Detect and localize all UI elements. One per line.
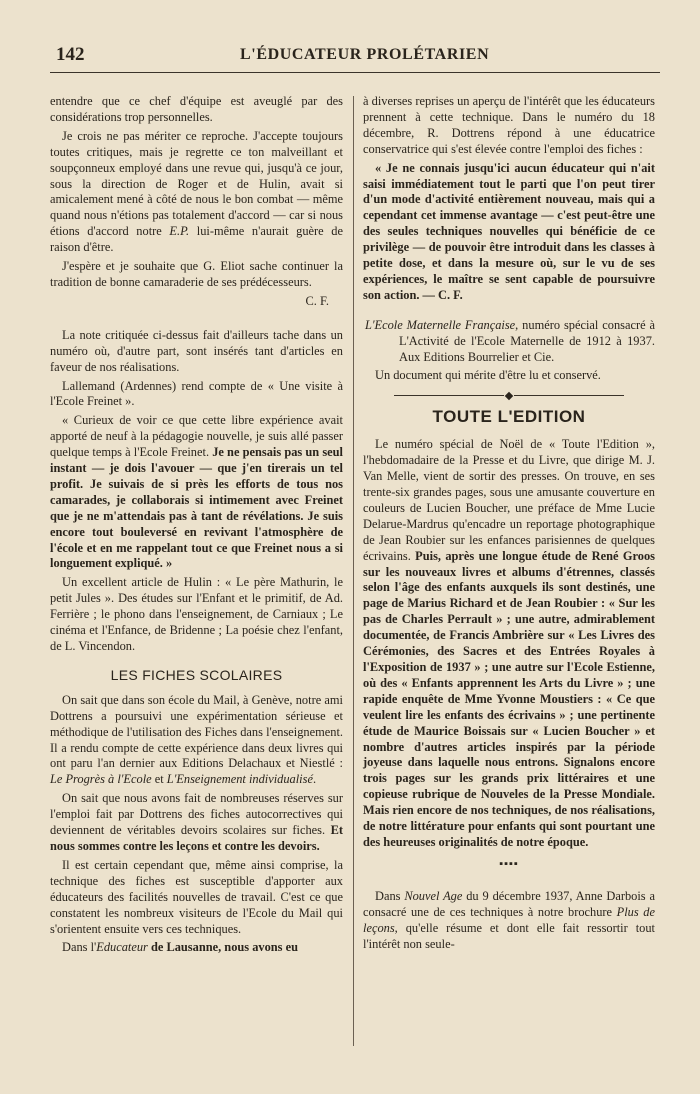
paragraph: Un document qui mérite d'être lu et conservé. [375, 367, 601, 382]
paragraph: Lallemand (Ardennes) rend compte de « Une visite à l'Ecole Freinet ». [50, 378, 343, 409]
left-column [50, 94, 343, 959]
paragraph: Il est certain cependant que, même ainsi comprise, la technique des fiches est susceptible d'apporter aux éducateurs des facilités nouvelles de travail. C'est ce que constatent les nombreux visiteurs de l'Ecole du Mail qui s'orientent ensuite vers ces techniques. [50, 857, 343, 936]
signature: C. F. [305, 293, 329, 308]
quote-paragraph: « Curieux de voir ce que cette libre expérience avait apporté de neuf à la pédagogie nouvelle, je suis allé passer quelque temps à l'Ecole Freinet. Je ne pensais pas un seul instant — je dois l'avouer — que j'en tirerais un tel profit. Je suivais de si près les efforts de tous nos camarades, je collaborais si intimement avec Freinet que je ne m'attendais pas à tant de révélations. Je suis encore tout bouleversé en revivant l'atmosphère de l'école et en me rappelant tout ce que Freinet nous a si longuement expliqué. » [50, 413, 343, 571]
paragraph: J'espère et je souhaite que G. Eliot sache continuer la tradition de bonne camaraderie de ses prédécesseurs. [50, 259, 343, 289]
page-header [50, 42, 660, 73]
paragraph: Le numéro spécial de Noël de « Toute l'Edition », l'hebdomadaire de la Presse et du Livre, que dirige M. J. Van Melle, vient de sortir des presses. On trouve, en ses trente-six grandes pages, sous une amusante couverture en couleurs de Lucien Boucher, une préface de Mme Lucie Delarue-Mardrus qu'encadre un reportage photographique de Jean Roubier sur les enfances parisiennes de quelques écrivains. Puis, après une longue étude de René Groos sur les nouveaux livres et albums d'étrennes, classés selon l'âge des enfants auxquels ils sont destinés, une page de Marius Richard et de Jean Roubier : « Sur les pas de Charles Perrault » ; une autre, admirablement documentée, de Francis Ambrière sur « Les Livres des Cérémonies, des Sacres et des Entrées Royales à l'Exposition de 1937 » ; une autre sur l'Ecole Estienne, où des « Enfants apprennent les Arts du Livre » ; une rapide enquête de Mme Yvonne Moustiers : « Ce que veulent lire les enfants des écrivains » ; une pertinente étude de Maurice Boissais sur « Lucien Boucher » et nombre d'autres articles inspirés par la période joyeuse dans laquelle nous entrons. Signalons encore trois pages sur les grands prix littéraires et une copieuse rubrique de Nouveles de la Presse Mondiale. Mais rien encore de nos techniques, de nos réalisations, de notre littérature pour enfants qui sont pourtant une des heureuses originalités de notre époque. [363, 437, 655, 849]
paragraph: Dans l'Educateur de Lausanne, nous avons eu [62, 940, 298, 955]
ornament-divider [363, 387, 655, 399]
paragraph: On sait que dans son école du Mail, à Genève, notre ami Dottrens a poursuivi une expérimentation sérieuse et méthodique de l'utilisation des Fiches dans l'enseignement. Il a rendu compte de cette expérience dans deux livres qui ont paru l'an dernier aux Editions Delachaux et Niestlé : Le Progrès à l'Ecole et L'Enseignement individualisé. [50, 692, 343, 787]
separator-dots: ▪▪▪▪ [499, 857, 519, 870]
section-heading: TOUTE L'EDITION [432, 407, 586, 427]
right-column [363, 94, 655, 955]
paragraph: Dans Nouvel Age du 9 décembre 1937, Anne Darbois a consacré une de ces techniques à notre brochure Plus de leçons, qu'elle résume et dont elle fait ressortir tout l'intérêt non seule- [363, 888, 655, 951]
notice-paragraph: L'Ecole Maternelle Française, numéro spécial consacré à L'Activité de l'Ecole Maternelle de 1912 à 1937. Aux Editions Bourrelier et Cie. [365, 317, 655, 364]
paragraph: à diverses reprises un aperçu de l'intérêt que les éducateurs prennent à cette technique. Dans le numéro du 18 décembre, R. Dottrens répond à une éducatrice conservatrice qui s'est élevée contre l'emploi des fiches : [363, 94, 655, 156]
column-divider [353, 96, 354, 1046]
section-heading: LES FICHES SCOLAIRES [110, 666, 283, 683]
diamond-icon [505, 391, 513, 399]
paragraph: Je crois ne pas mériter ce reproche. J'accepte toujours toutes critiques, mais je regrette ce ton malveillant et soupçonneux employé dans une revue qui, jusqu'à ce jour, sous la direction de Roger et de Hulin, avait si amicalement mené à côté de nous le bon combat — même quand nous n'étions pas totalement d'accord — car si nous étions d'accord notre E.P. lui-même n'aurait guère de raison d'être. [50, 128, 343, 255]
paragraph: On sait que nous avons fait de nombreuses réserves sur l'emploi fait par Dottrens des fiches autocorrectives qui deviennent de véritables devoirs scolaires sur fiches. Et nous sommes contre les leçons et contre les devoirs. [50, 791, 343, 853]
page-number: 142 [56, 44, 85, 65]
paragraph: Un excellent article de Hulin : « Le père Mathurin, le petit Jules ». Des études sur l'Enfant et le primitif, de Ad. Ferrière ; le phono dans l'enseignement, de Carniaux ; Le cinéma et l'Enfance, de Bridenne ; La poésie chez l'enfant, de L. Vincendon. [50, 575, 343, 653]
quote-paragraph: « Je ne connais jusqu'ici aucun éducateur qui n'ait saisi immédiatement tout le parti que l'on peut tirer d'un mode d'activité entièrement nouveau, mais qui a cependant cet immense avantage — c'est peut-être une des seules techniques nouvelles qui bénéficie de ce privilège — de pouvoir être introduit dans les classes à petite dose, et dans la mesure où, sur le vu de ses expériences, le maître se sent capable de poursuivre son action. — C. F. [363, 160, 655, 302]
paragraph: La note critiquée ci-dessus fait d'ailleurs tache dans un numéro où, d'autre part, sont insérés tant d'articles en faveur de nos réalisations. [50, 327, 343, 374]
running-title: L'ÉDUCATEUR PROLÉTARIEN [240, 46, 490, 63]
paragraph: entendre que ce chef d'équipe est aveuglé par des considérations trop personnelles. [50, 94, 343, 124]
